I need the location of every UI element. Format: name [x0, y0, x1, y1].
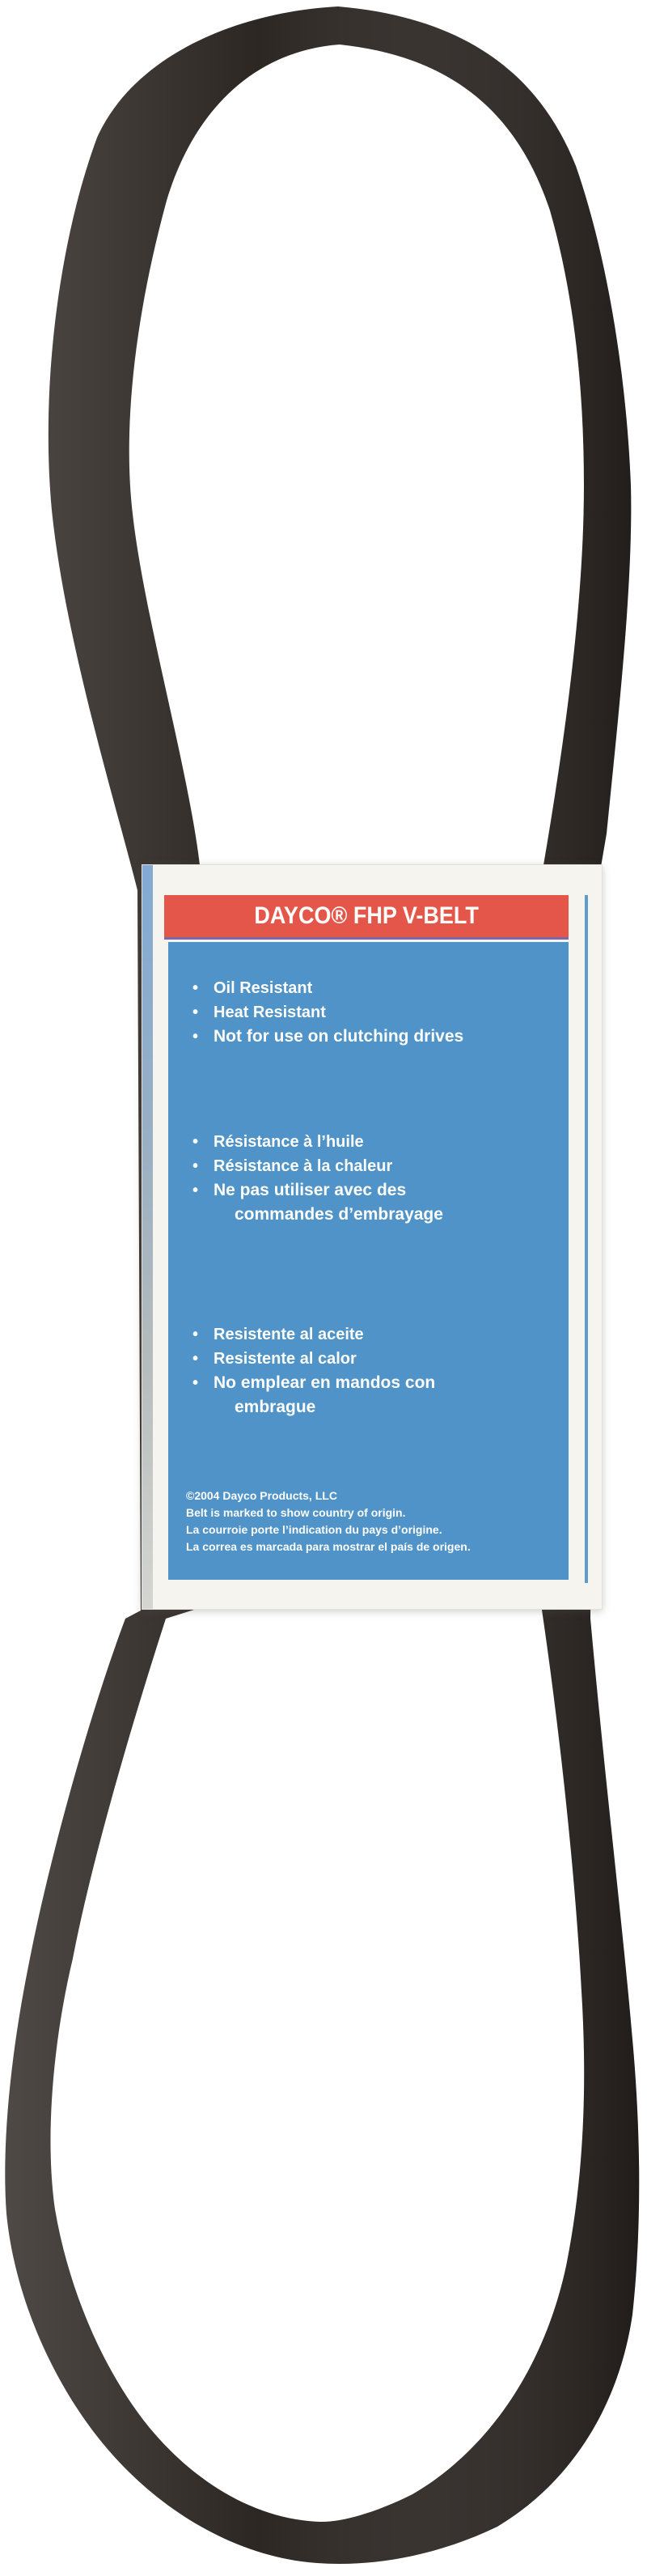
label-edge-line [585, 895, 588, 1583]
bullet-group-english [191, 976, 562, 1049]
bullet-text: Ne pas utiliser avec des commandes d’embrayage [214, 1181, 443, 1224]
origin-line-es: La correa es marcada para mostrar el país de origen. [186, 1540, 471, 1553]
bullet-item [191, 1000, 562, 1025]
origin-line-en: Belt is marked to show country of origin. [186, 1506, 406, 1519]
bullet-text: Résistance à l’huile [214, 1133, 364, 1151]
bullet-icon: • [192, 1133, 199, 1151]
bullet-group-french [191, 1130, 562, 1227]
bullet-text: Oil Resistant [214, 979, 313, 997]
bullet-item [191, 1322, 562, 1347]
bullet-icon: • [192, 1028, 199, 1046]
bullet-text: Heat Resistant [214, 1004, 326, 1021]
copyright-line: ©2004 Dayco Products, LLC [186, 1489, 337, 1502]
bullet-icon: • [192, 1350, 199, 1368]
bullet-item [191, 1347, 562, 1371]
bullet-item [191, 1178, 562, 1227]
bullet-item [191, 1130, 562, 1154]
bullet-item [191, 1154, 562, 1178]
bullet-icon: • [192, 979, 199, 997]
bullet-item [191, 976, 562, 1000]
bullet-icon: • [192, 1157, 199, 1175]
bullet-icon: • [192, 1374, 199, 1392]
label-info-panel [168, 942, 569, 1580]
bullet-item [191, 1025, 562, 1049]
label-footer [186, 1487, 564, 1555]
bullet-text: Resistente al aceite [214, 1326, 364, 1343]
origin-line-fr: La courroie porte l’indication du pays d’origine. [186, 1523, 442, 1536]
bullet-text: Résistance à la chaleur [214, 1157, 393, 1175]
bullet-text: Resistente al calor [214, 1350, 357, 1368]
bullet-icon: • [192, 1004, 199, 1021]
product-label [142, 864, 603, 1610]
bullet-icon: • [192, 1326, 199, 1343]
bullet-group-spanish [191, 1322, 562, 1420]
label-title: DAYCO® FHP V-BELT [254, 902, 479, 929]
label-folded-edge [142, 865, 153, 1609]
bullet-text: Not for use on clutching drives [214, 1027, 464, 1046]
bullet-icon: • [192, 1182, 199, 1199]
label-header-band [164, 895, 569, 940]
bullet-item [191, 1371, 562, 1420]
bullet-text: No emplear en mandos con embrague [214, 1373, 436, 1416]
